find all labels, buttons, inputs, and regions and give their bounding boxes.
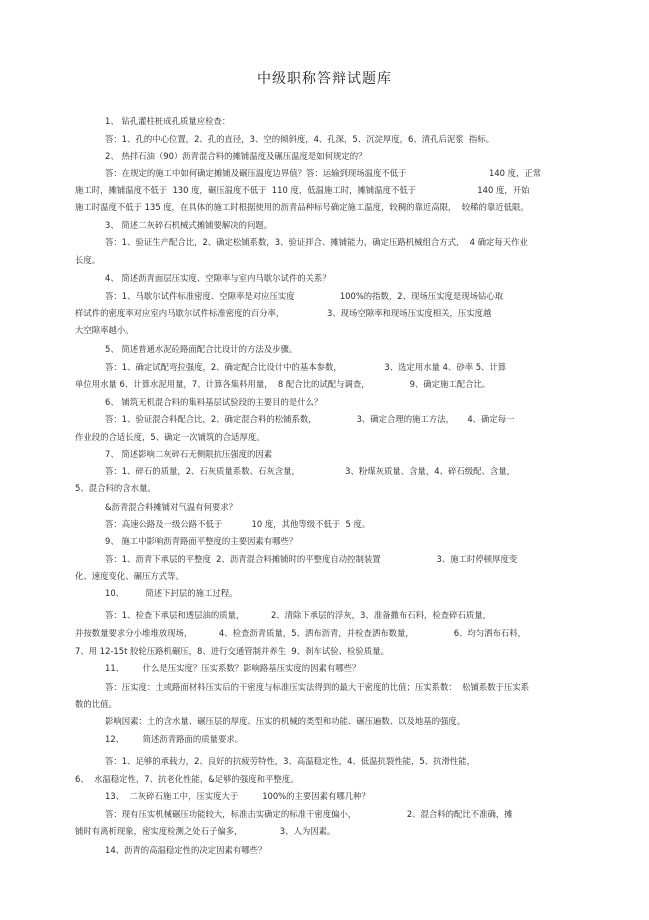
question-line: 3、 简述二灰碎石机械式摊铺要解决的问题。: [105, 220, 273, 230]
answer-line: 答：1、马歇尔试件标准密度、空隙率是对应压实度 100%的指数，2、现场压实度是现场钻心取: [105, 291, 504, 301]
answer-line: 答：1、足够的承载力，2、良好的抗疲劳特性，3、高温稳定性，4、低温抗裂性能，5、抗滑性能，: [105, 756, 476, 766]
answer-line: 答：在规定的施工中如何确定摊铺及碾压温度边界值？答：运输到现场温度不低于 140 度，正常: [105, 168, 542, 178]
answer-line: 并按数量要求分小堆堆放现场， 4、检查沥青质量，5、洒布沥青，并检查洒布数量， 6、均匀洒布石料，: [75, 628, 527, 638]
answer-line: 答：1、孔的中心位置，2、孔的直径，3、空的倾斜度，4、孔深，5、沉淀厚度，6、清孔后泥浆 指标。: [105, 134, 495, 144]
question-line: 2、 热拌石油（90）沥青混合料的摊铺温度及碾压温度是如何规定的？: [105, 151, 367, 161]
answer-line: 答：高速公路及一级公路不低于 10 度，其他等级不低于 5 度。: [105, 519, 371, 529]
answer-line: 答：1、验证混合料配合比，2、确定混合料的松铺系数， 3、确定合理的施工方法， 4、确定每一: [105, 414, 515, 424]
answer-line: 6、 水温稳定性，7、抗老化性能，&足够的强度和平整度。: [75, 774, 299, 784]
answer-line: 答：现有压实机械碾压功能较大，标准击实确定的标准干密度偏小， 2、混合料的配比不准确，摊: [105, 809, 513, 819]
question-line: 4、 简述沥青面层压实度、空隙率与室内马歇尔试件的关系？: [105, 273, 331, 283]
answer-line: 施工时温度不低于 135 度，在具体的施工时根据使用的沥青品种标号确定施工温度，较稠的靠近高限， 较稀的靠近低限。: [75, 202, 529, 212]
answer-line: 答：压实度：土或路面材料压实后的干密度与标准压实法得到的最大干密度的比值；压实系数： 松铺系数于压实系: [105, 682, 530, 692]
question-line: 11、 什么是压实度？压实系数？影响路基压实度的因素有哪些？: [105, 663, 361, 673]
question-line: 7、 简述影响二灰碎石无侧限抗压强度的因素: [105, 449, 273, 459]
answer-line: 样试件的密度率对应室内马歇尔试件标准密度的百分率， 3、现场空隙率和现场压实度相关，压实度越: [75, 308, 492, 318]
answer-line: 化、速度变化、碾压方式等。: [75, 571, 184, 581]
answer-line: 影响因素：土的含水量、碾压层的厚度、压实的机械的类型和功能、碾压遍数、以及地基的强度。: [105, 716, 466, 726]
question-line: 10、 简述下封层的施工过程。: [105, 588, 238, 598]
answer-line: 大空隙率越小。: [75, 325, 134, 335]
answer-line: 答：1、沥青下承层的平整度 2、沥青混合料摊铺时的平整度自动控制装置 3、施工时停顿厚度变: [105, 554, 518, 564]
answer-line: 施工时，摊铺温度不低于 130 度，碾压温度不低于 110 度，低温施工时，摊铺温度不低于 140 度，开始: [75, 185, 530, 195]
answer-line: 铺时有离析现象，密实度检测之处石子偏多， 3、人为因素。: [75, 826, 336, 836]
question-line: &沥青混合料摊铺对气温有何要求？: [105, 502, 238, 512]
question-line: 14、沥青的高温稳定性的决定因素有哪些？: [105, 845, 267, 855]
answer-line: 答：1、碎石的质量，2、石灰质量系数、石灰含量， 3、粉煤灰质量、含量，4、碎石级配、含量，: [105, 466, 515, 476]
answer-line: 作业段的合适长度，5、确定一次铺筑的合适厚度。: [75, 432, 265, 442]
question-line: 1、 钻孔灌柱桩成孔质量应检查：: [105, 116, 231, 126]
answer-line: 数的比值。: [75, 699, 117, 709]
answer-line: 5、混合料的含水量。: [75, 483, 156, 493]
answer-line: 单位用水量 6、计算水泥用量，7、计算各集料用量， 8 配合比的试配与调查， 9、确定施工配合比。: [75, 379, 491, 389]
answer-line: 答：1、验证生产配合比，2、确定松铺系数，3、验证拌合、摊铺能力，确定压路机械组合方式， 4 确定每天作业: [105, 237, 528, 247]
page-title: 中级职称答辩试题库: [257, 71, 392, 87]
question-line: 5、 简述普通水泥砼路面配合比设计的方法及步骤。: [105, 344, 298, 354]
question-line: 6、 铺筑无机混合料的集料基层试验段的主要目的是什么？: [105, 397, 323, 407]
answer-line: 答：1、确定试配弯拉强度，2、确定配合比设计中的基本参数， 3、选定用水量 4、砂率 5、计算: [105, 362, 507, 372]
answer-line: 长度。: [75, 255, 101, 265]
answer-line: 7、用 12-15t 胶轮压路机碾压，8、进行交通管制并养生 9、刹车试验、检验质量。: [75, 646, 389, 656]
question-line: 13、 二灰碎石施工中，压实度大于 100%的主要因素有哪几种？: [105, 791, 370, 801]
answer-line: 答：1、检查下承层和透层油的质量， 2、清除下承层的浮灰，3、准备撒布石料，检查碎石质量，: [105, 610, 491, 620]
question-line: 12、 简述沥青路面的质量要求。: [105, 734, 244, 744]
question-line: 9、 施工中影响沥青路面平整度的主要因素有哪些？: [105, 536, 298, 546]
